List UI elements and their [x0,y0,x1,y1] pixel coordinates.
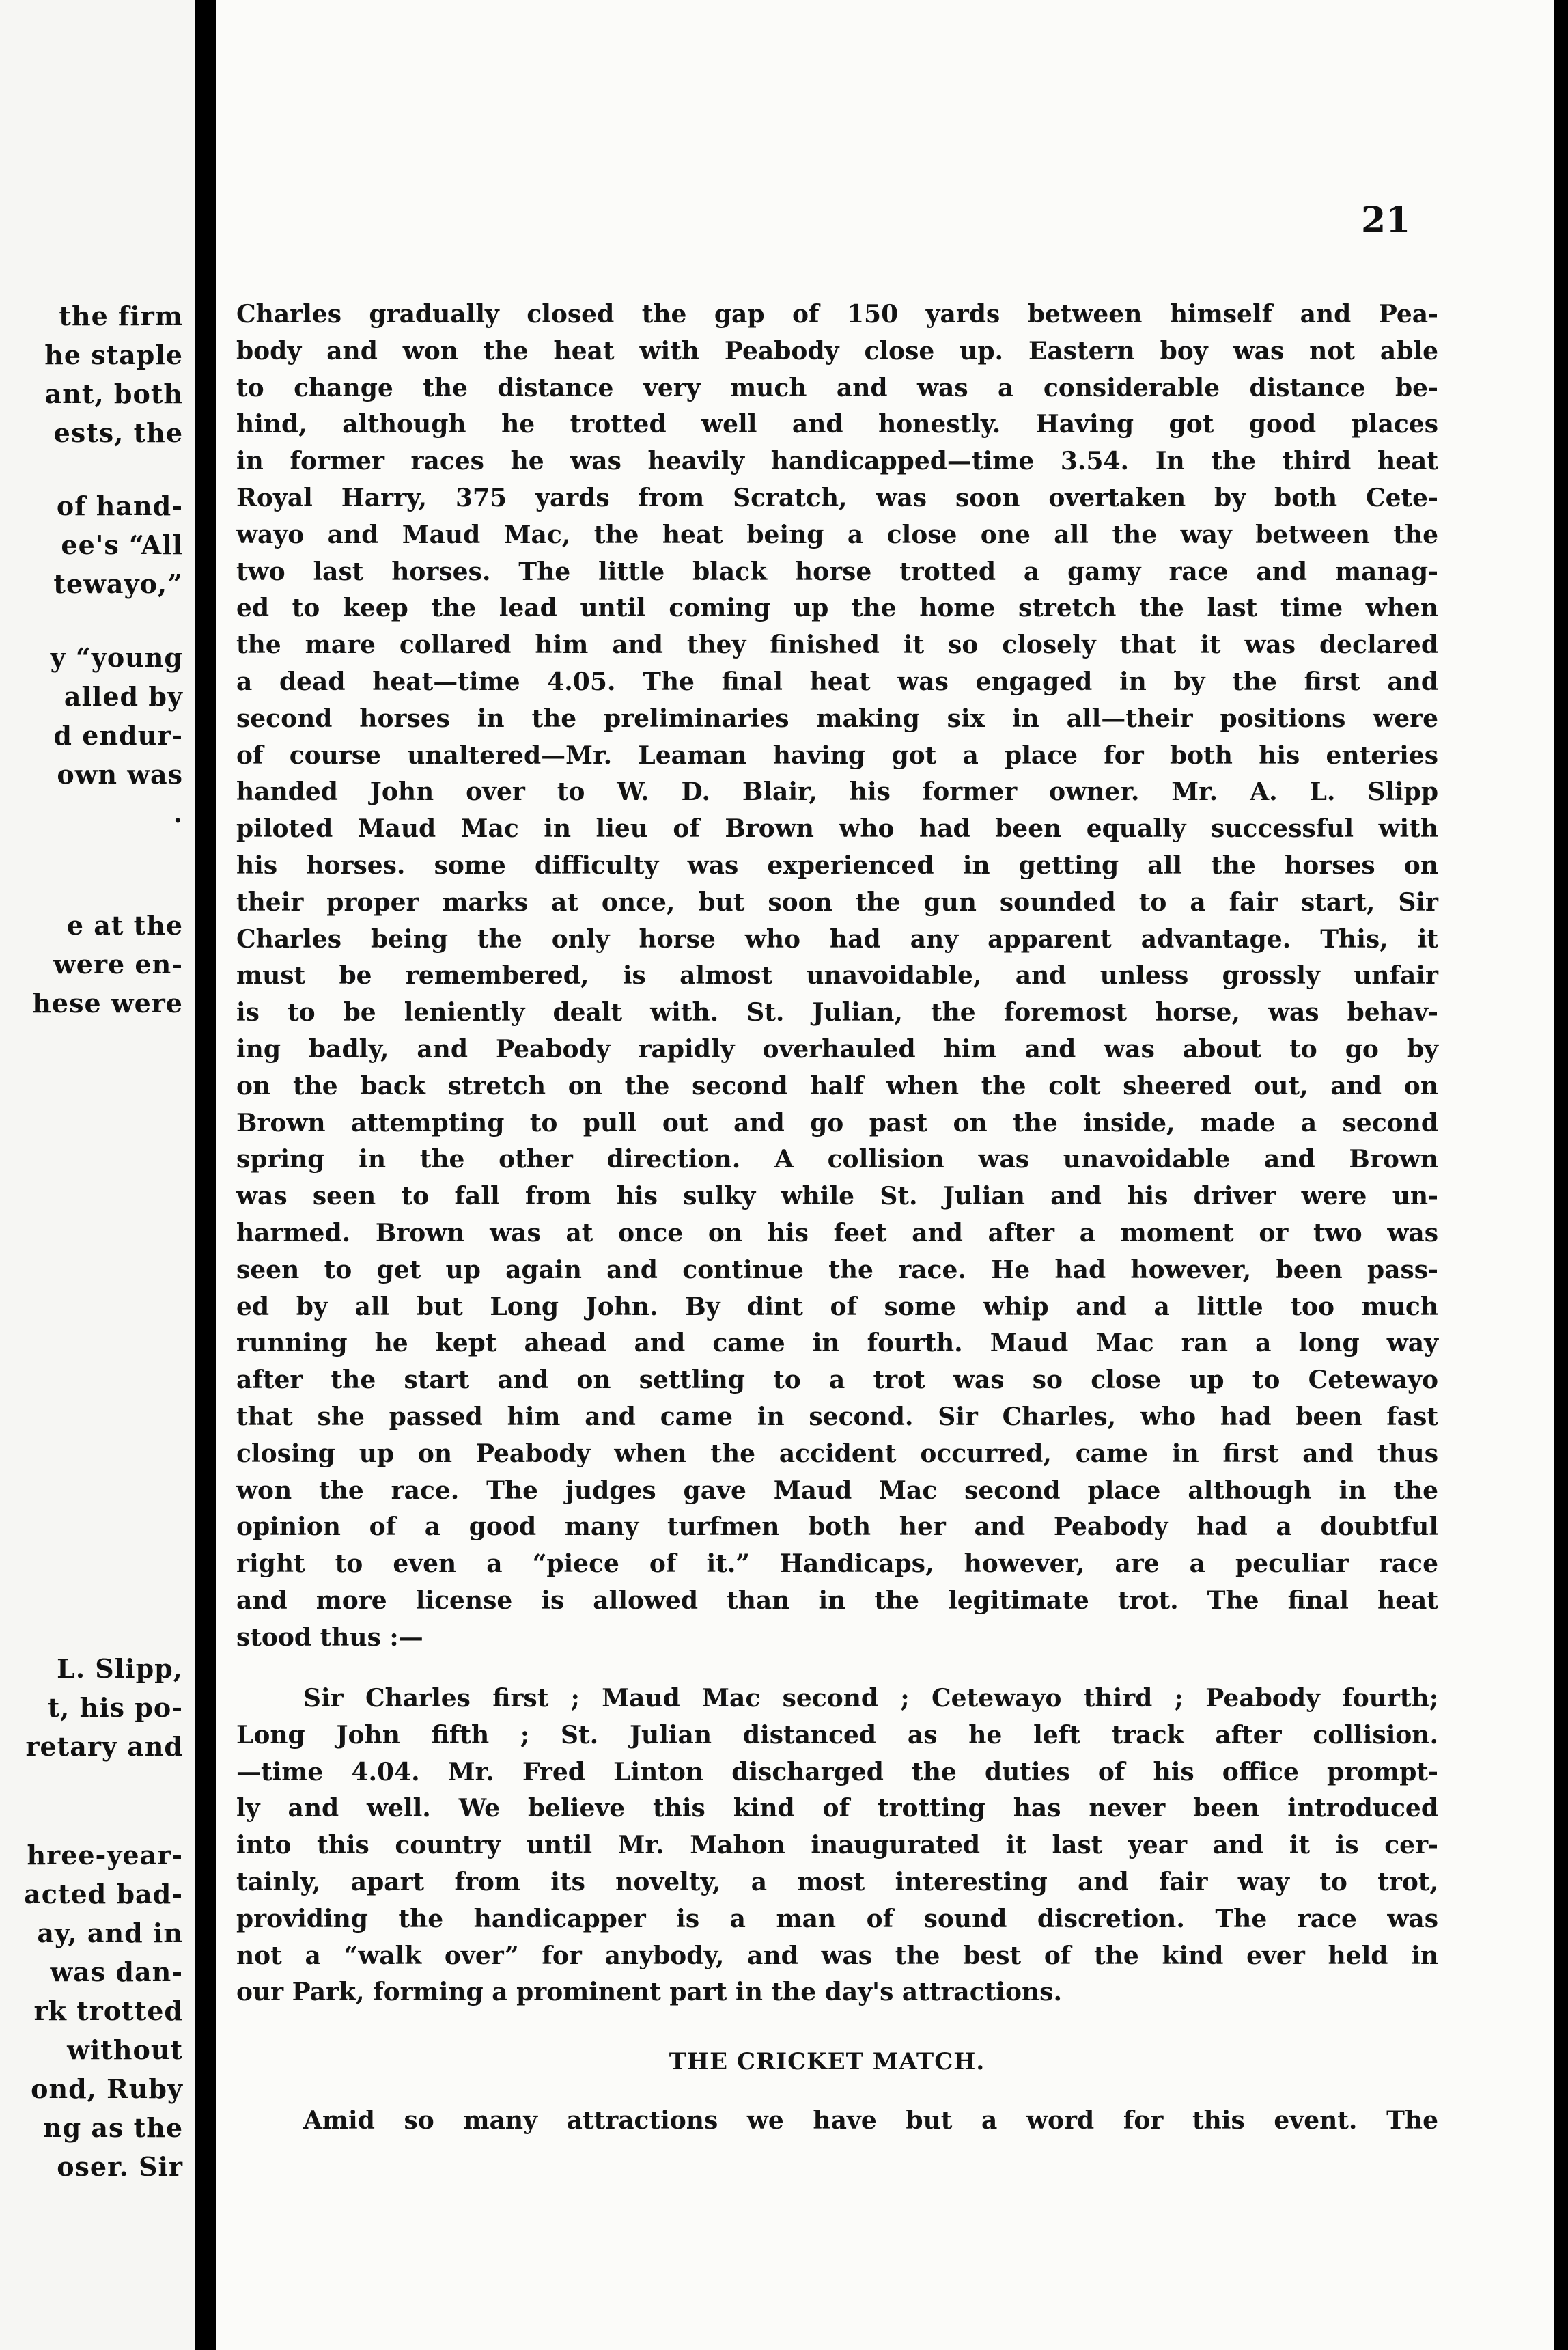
left-page-line: oser. Sir [57,2151,183,2182]
left-page-line: . [173,798,183,829]
paragraph-line: that she passed him and came in second. Sir Charles, who had been fast [236,1402,1438,1431]
paragraph-line: two last horses. The little black horse trotted a gamy race and manag- [236,557,1438,586]
left-page-line: L. Slipp, [57,1653,183,1684]
left-page-line: ant, both [44,378,183,409]
left-page-line: rk trotted [33,1995,183,2026]
paragraph-line: into this country until Mr. Mahon inaugurated it last year and it is cer- [236,1831,1438,1860]
paragraph-line: on the back stretch on the second half when the colt sheered out, and on [236,1072,1438,1101]
left-page-line: ng as the [42,2112,183,2143]
left-page-line: acted bad- [24,1879,183,1909]
left-page-line: hree-year- [27,1840,183,1870]
paragraph-line: Sir Charles first ; Maud Mac second ; Cetewayo third ; Peabody fourth; [303,1684,1438,1713]
left-facing-page [0,0,195,2350]
paragraph-line: not a “walk over” for anybody, and was the best of the kind ever held in [236,1941,1438,1970]
paragraph-line: —time 4.04. Mr. Fred Linton discharged the duties of his office prompt- [236,1758,1438,1786]
paragraph-line: ed by all but Long John. By dint of some whip and a little too much [236,1292,1438,1321]
left-page-line: e at the [66,910,183,941]
paragraph-line: in former races he was heavily handicapped—time 3.54. In the third heat [236,447,1438,475]
paragraph-line: spring in the other direction. A collision was unavoidable and Brown [236,1145,1438,1174]
paragraph-line: ly and well. We believe this kind of trotting has never been introduced [236,1794,1438,1823]
paragraph-line: Brown attempting to pull out and go past on the inside, made a second [236,1109,1438,1137]
paragraph-line: Charles gradually closed the gap of 150 yards between himself and Pea- [236,300,1438,329]
paragraph-line: Long John fifth ; St. Julian distanced as he left track after collision. [236,1721,1438,1750]
left-page-line: y “young [50,642,183,673]
main-page [216,0,1554,2350]
paragraph-line: of course unaltered—Mr. Leaman having got a place for both his enteries [236,741,1438,770]
paragraph-line: a dead heat—time 4.05. The final heat was engaged in by the first and [236,667,1438,696]
paragraph-line: to change the distance very much and was a considerable distance be- [236,374,1438,402]
paragraph-line: after the start and on settling to a trot was so close up to Cetewayo [236,1366,1438,1394]
paragraph-line: Charles being the only horse who had any apparent advantage. This, it [236,925,1438,954]
left-page-line: of hand- [56,490,183,521]
paragraph-line: body and won the heat with Peabody close up. Eastern boy was not able [236,337,1438,365]
left-page-line: ee's “All [61,529,183,560]
paragraph-line: handed John over to W. D. Blair, his former owner. Mr. A. L. Slipp [236,777,1438,806]
left-page-line: tewayo,” [53,568,183,599]
paragraph-line: harmed. Brown was at once on his feet and after a moment or two was [236,1219,1438,1247]
paragraph-line: opinion of a good many turfmen both her and Peabody had a doubtful [236,1512,1438,1541]
paragraph-line: must be remembered, is almost unavoidable, and unless grossly unfair [236,961,1438,990]
left-page-line: ay, and in [37,1918,183,1948]
paragraph-line: Amid so many attractions we have but a word for this event. The [303,2106,1438,2135]
paragraph-line: was seen to fall from his sulky while St. Julian and his driver were un- [236,1182,1438,1211]
paragraph-line: stood thus :— [236,1623,423,1652]
paragraph-line: Royal Harry, 375 yards from Scratch, was soon overtaken by both Cete- [236,484,1438,512]
paragraph-line: tainly, apart from its novelty, a most interesting and fair way to trot, [236,1868,1438,1896]
paragraph-line: second horses in the preliminaries making six in all—their positions were [236,704,1438,733]
left-page-line: without [67,2034,183,2065]
left-page-line: hese were [32,988,183,1019]
left-page-line: t, his po- [47,1692,183,1723]
paragraph-line: closing up on Peabody when the accident occurred, came in first and thus [236,1439,1438,1468]
paragraph-line: and more license is allowed than in the legitimate trot. The final heat [236,1586,1438,1615]
left-page-line: was dan- [50,1957,183,1987]
section-heading-cricket-match: THE CRICKET MATCH. [669,2048,985,2075]
left-page-line: own was [57,759,183,790]
left-page-line: were en- [53,949,183,980]
left-page-line: the firm [59,301,183,331]
left-page-line: ests, the [53,417,183,448]
paragraph-line: our Park, forming a prominent part in the day's attractions. [236,1978,1062,2006]
right-page-edge [1554,0,1568,2350]
page-gutter [195,0,216,2350]
paragraph-line: won the race. The judges gave Maud Mac second place although in the [236,1476,1438,1505]
left-page-line: d endur- [53,720,183,751]
paragraph-line: providing the handicapper is a man of sound discretion. The race was [236,1905,1438,1933]
paragraph-line: hind, although he trotted well and honestly. Having got good places [236,410,1438,439]
paragraph-line: ed to keep the lead until coming up the home stretch the last time when [236,594,1438,622]
paragraph-line: the mare collared him and they finished it so closely that it was declared [236,631,1438,659]
left-page-line: retary and [25,1731,183,1762]
paragraph-line: his horses. some difficulty was experienced in getting all the horses on [236,851,1438,880]
paragraph-line: seen to get up again and continue the race. He had however, been pass- [236,1256,1438,1284]
paragraph-line: their proper marks at once, but soon the gun sounded to a fair start, Sir [236,888,1438,917]
left-page-line: alled by [64,681,183,712]
paragraph-line: wayo and Maud Mac, the heat being a close one all the way between the [236,521,1438,549]
left-page-line: ond, Ruby [31,2073,183,2104]
paragraph-line: piloted Maud Mac in lieu of Brown who had been equally successful with [236,814,1438,843]
paragraph-line: running he kept ahead and came in fourth. Maud Mac ran a long way [236,1329,1438,1357]
left-page-line: he staple [44,340,183,370]
paragraph-line: is to be leniently dealt with. St. Julian, the foremost horse, was behav- [236,998,1438,1027]
paragraph-line: right to even a “piece of it.” Handicaps, however, are a peculiar race [236,1549,1438,1578]
paragraph-line: ing badly, and Peabody rapidly overhauled him and was about to go by [236,1035,1438,1064]
page-number: 21 [1361,199,1411,241]
